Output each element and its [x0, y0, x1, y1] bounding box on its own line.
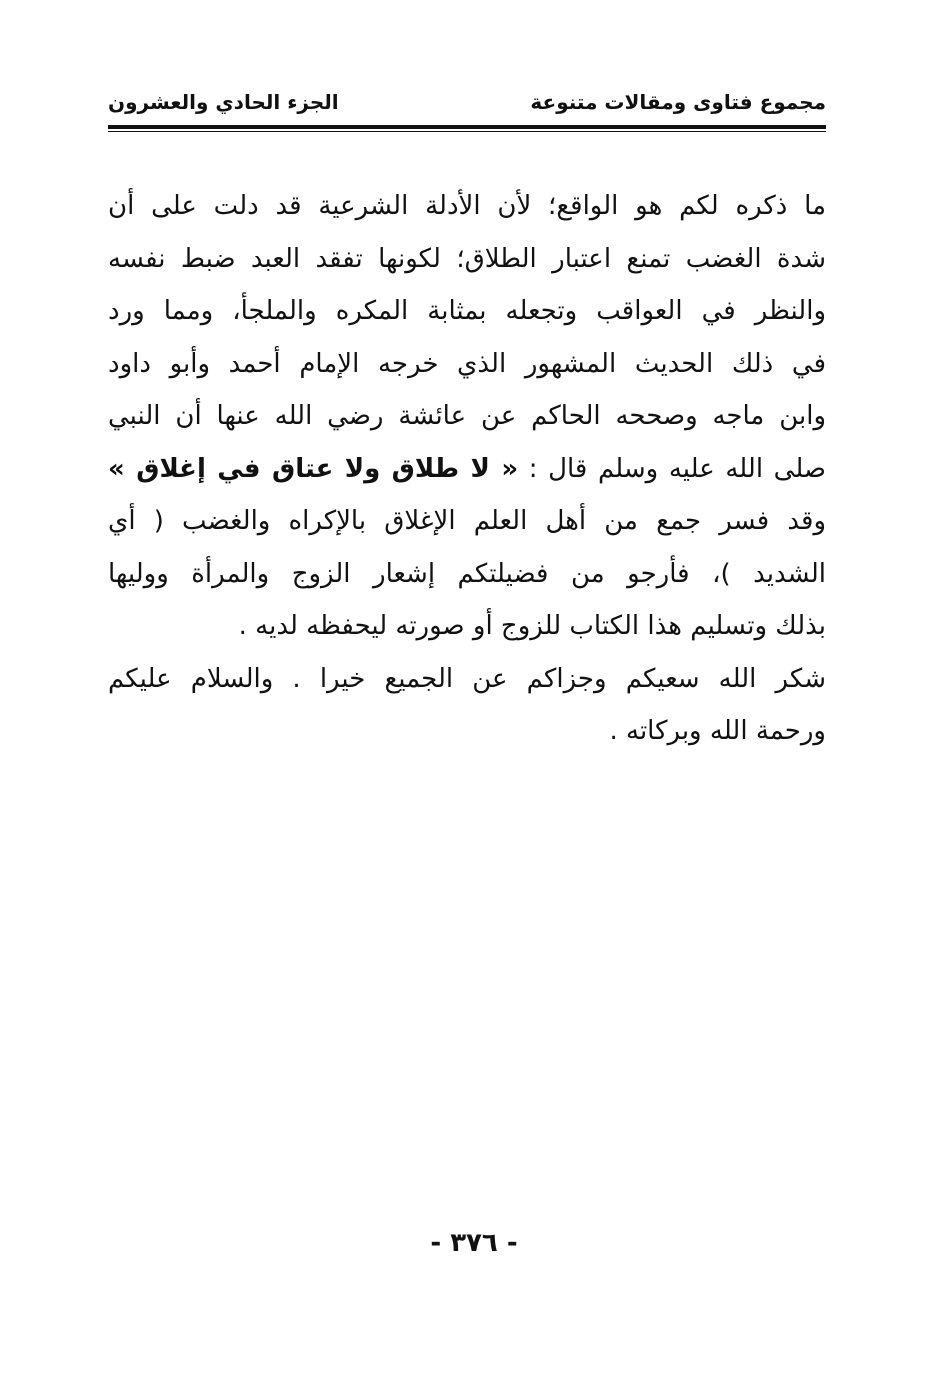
body-line: الشديد )، فأرجو من فضيلتكم إشعار الزوج والمرأة ووليها: [108, 558, 826, 589]
hadith-quote: « لا طلاق ولا عتاق في إغلاق »: [108, 453, 519, 484]
header-rule-thick: [108, 125, 826, 129]
book-title: مجموع فتاوى ومقالات متنوعة: [530, 90, 826, 114]
body-line: والنظر في العواقب وتجعله بمثابة المكره والملجأ، ومما ورد: [108, 296, 826, 326]
body-line-hadith: [108, 443, 826, 496]
body-line: شدة الغضب تمنع اعتبار الطلاق؛ لكونها تفقد العبد ضبط نفسه: [108, 243, 826, 274]
hadith-intro: صلى الله عليه وسلم قال :: [518, 453, 827, 484]
running-header: [108, 90, 826, 122]
header-rule-thin: [108, 131, 826, 132]
body-line: في ذلك الحديث المشهور الذي خرجه الإمام أحمد وأبو داود: [108, 348, 826, 379]
page-number: - ٣٧٦ -: [430, 1228, 518, 1258]
body-text: [108, 180, 826, 758]
body-line: ما ذكره لكم هو الواقع؛ لأن الأدلة الشرعية قد دلت على أن: [108, 191, 826, 221]
body-line: شكر الله سعيكم وجزاكم عن الجميع خيرا . والسلام عليكم: [108, 663, 826, 694]
body-line: ورحمة الله وبركاته .: [609, 716, 826, 746]
volume-label: الجزء الحادي والعشرون: [108, 90, 339, 114]
body-line: بذلك وتسليم هذا الكتاب للزوج أو صورته ليحفظه لديه .: [238, 611, 826, 641]
body-line: وقد فسر جمع من أهل العلم الإغلاق بالإكراه والغضب ( أي: [108, 506, 826, 536]
body-line: وابن ماجه وصححه الحاكم عن عائشة رضي الله عنها أن النبي: [108, 401, 826, 431]
